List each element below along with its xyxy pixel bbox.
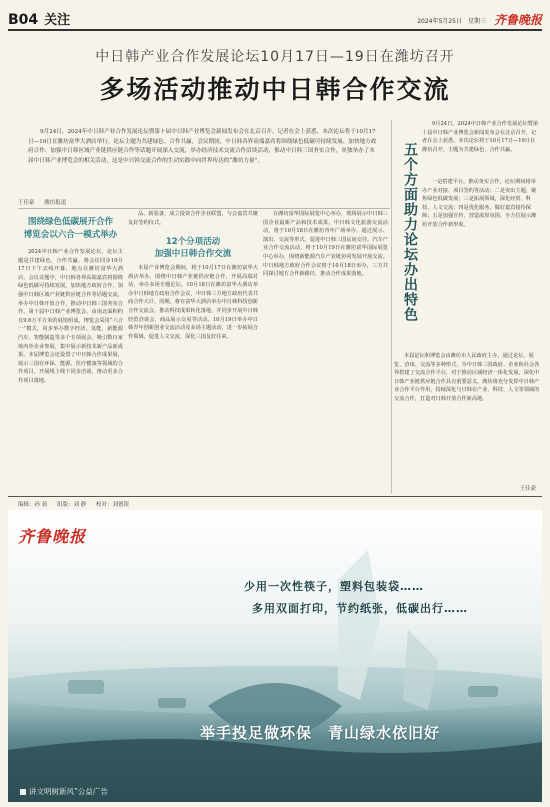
section-name: 关注 [44, 13, 71, 28]
editor-credits [18, 500, 137, 508]
masthead-logo: 齐鲁晚报 [493, 13, 542, 27]
header-rule [8, 29, 542, 31]
body-column-3 [263, 210, 388, 490]
left-subhead [18, 216, 123, 242]
proofreader-name: 校对：刘德银 [96, 502, 130, 508]
sidebar-middle-text: 一是搭建平台，推动务实合作，论坛期间将举办产业对接、项目签约等活动；二是突出主题，聚焦绿色低碳发展；三是拓展领域，深化经贸、科技、人文交流；四是优化服务，做好嘉宾接待保障；五是加强宣传，营造浓厚氛围，全方位展示潍坊开放合作新形象。 [422, 179, 537, 228]
issue-weekday: 星期三 [467, 18, 486, 25]
ad-footer-text: 讲文明树新风”公益广告 [29, 787, 108, 796]
ad-slogan: 举手投足做环保 青山绿水依旧好 [200, 724, 441, 742]
ad-footer [20, 786, 108, 797]
column-1-text: 2024中日韩产业合作发展论坛，论坛主题是共建绿色，合作共赢，将会议同步10月17日下午去线开幕，地点在潍坊富华大酒店，会议议题中，中日韩各界高端嘉宾将围绕绿色低碳可持续发展，加快地方政府合作，加强中日韩区域产业链供应链合作等话题交流，举办中日韩开放合作，推动中日韩三国务实合作。第十届中日韩产业博览会，由南北面积约有9.6万平方米的展馆组成，博览会采用“六合一”模式，同步举办数字经济，氢能，新能源汽车，智能制造等多个专项展会，吸引数百家境内外企业参展，集中展示新技术新产品新成果。本届博览会还设置了中日韩合作成果展，展示三国在环保、能源、医疗健康等领域的合作项目，开展线上线下同步洽谈，推动更多合作项目落地。 [18, 249, 123, 384]
ad-illustration [8, 510, 542, 802]
byline-rule [18, 208, 390, 209]
ad-footer-mark-icon [20, 789, 26, 795]
column-divider [391, 120, 392, 494]
article-lead: 9月24日，2024年中日韩产业合作发展论坛暨第十届中日韩产业博览会新闻发布会在北京召开。记者在会上获悉，本次论坛将于10月17日—19日在潍坊富华大酒店举行。论坛主题为共建绿色、合作共赢，会议期间，中日韩各界高端嘉宾将围绕绿色低碳可持续发展、加快地方政府合作、加强中日韩区域产业链供应链合作等话题开展深入交流，举办经济技术交流合作洽谈活动，推动中日韩三国务实合作，单独举办了本届中日韩产业博览会的相关活动，这是中日韩交流合作的生动实践中向世界传达的“潍坊力量”。 [28, 129, 377, 164]
body-column-2-top [128, 210, 258, 232]
byline-author: 王佳豪 [18, 200, 35, 206]
body-column-2 [128, 264, 258, 492]
floating-bottle [468, 686, 498, 697]
left-subhead-line-1: 围绕绿色低碳展开合作 [27, 217, 113, 227]
ad-tagline-1: 少用一次性筷子，塑料包装袋…… [244, 580, 424, 593]
footer-rule [8, 496, 542, 497]
article-headline: 多场活动推动中日韩合作交流 [99, 75, 451, 104]
sidebar-article [394, 120, 540, 494]
ad-tagline-2: 多用双面打印，节约纸张，低碳出行…… [252, 602, 468, 615]
sidebar-intro: 9月24日，2024中日韩产业合作发展论坛暨第十届中日韩产业博览会新闻发布会在北京召开，记者在会上获悉，本次论坛将于10月17日—19日在潍坊召开，主题为共建绿色、合作共赢。 [422, 121, 539, 153]
sidebar-bottom-text: 本届论坛和博览会由潍坊市人民政府主办，通过论坛、展览、洽谈、交流等多种形式，为中日韩三国政府、企业和社会各界搭建了交流合作平台，对于推动区域经济一体化发展、深化中日韩产业链供应链合作具有重要意义。潍坊将充分发挥中日韩产业合作平台作用，持续深化与日韩在产业、科技、人文等领域的交流合作，打造对日韩开放合作新高地。 [394, 353, 540, 402]
floating-bottle [158, 698, 186, 708]
article-kicker: 中日韩产业合作发展论坛10月17日—19日在潍坊召开 [95, 49, 455, 65]
public-service-ad [8, 510, 542, 802]
column-3-text: 在潍坊富华国际展览中心举办，现场展示中日韩三国企业最新产品和技术成果。中日韩文化旅游交流活动，将于10月18日在潍坊青年广场举办，通过展示、演出、交流等形式，促进中日韩三国民间交往。汽车产业合作交流活动，将于10月19日在潍坊富华国际展览中心举办，围绕新能源汽车产业链协同发展开展交流。中日韩地方政府合作会议将于10月18日举办，三方共同探讨地方合作新路径，推动合作成果落地。 [263, 211, 388, 278]
mid-subhead-line-1: 12个分项活动 [165, 237, 221, 247]
sidebar-vertical-title: 五个方面助力论坛办出特色 [402, 142, 418, 322]
sidebar-author: 王佳豪 [519, 486, 536, 492]
designer-name: 组版：刘 静 [57, 502, 87, 508]
body-column-1 [18, 248, 123, 493]
column-2-text: 本届产业博览会期间，将于10月17日在潍坊富华大酒店举办，围绕中日韩产业链供应链合作，开展高端对话，举办多场专题论坛。10月18日在潍坊富华大酒店举办中日韩地方政府合作会议，中日韩三方地方政府代表共商合作大计。同期，将在富华大酒店举办中日韩科技创新合作交流会，推动科技成果转化落地，并同步开展中日韩经贸洽谈会、商品展示交易等活动。10月19日举办中日韩青年创新创业交流活动及多场主题活动，进一步拓展合作领域，促进人文交流，深化三国友好往来。 [128, 265, 258, 340]
mid-subhead-line-2: 加强中日韩合作交流 [154, 249, 232, 259]
editor-name: 编辑：孙 茹 [18, 502, 48, 508]
column-2-top-text: 品、新装备，成立投资合作企业联盟，与会嘉宾共聚友好签约仪式。 [128, 211, 258, 226]
ad-logo: 齐鲁晚报 [18, 527, 87, 546]
byline-source: 潍坊报道 [44, 200, 67, 206]
section-number: B04 [8, 12, 39, 28]
byline [18, 198, 74, 206]
left-subhead-line-2: 博览会以六合一模式举办 [23, 230, 118, 240]
page-header [8, 6, 542, 28]
issue-date: 2024年5月25日 [417, 18, 462, 25]
floating-bottle [68, 680, 104, 694]
